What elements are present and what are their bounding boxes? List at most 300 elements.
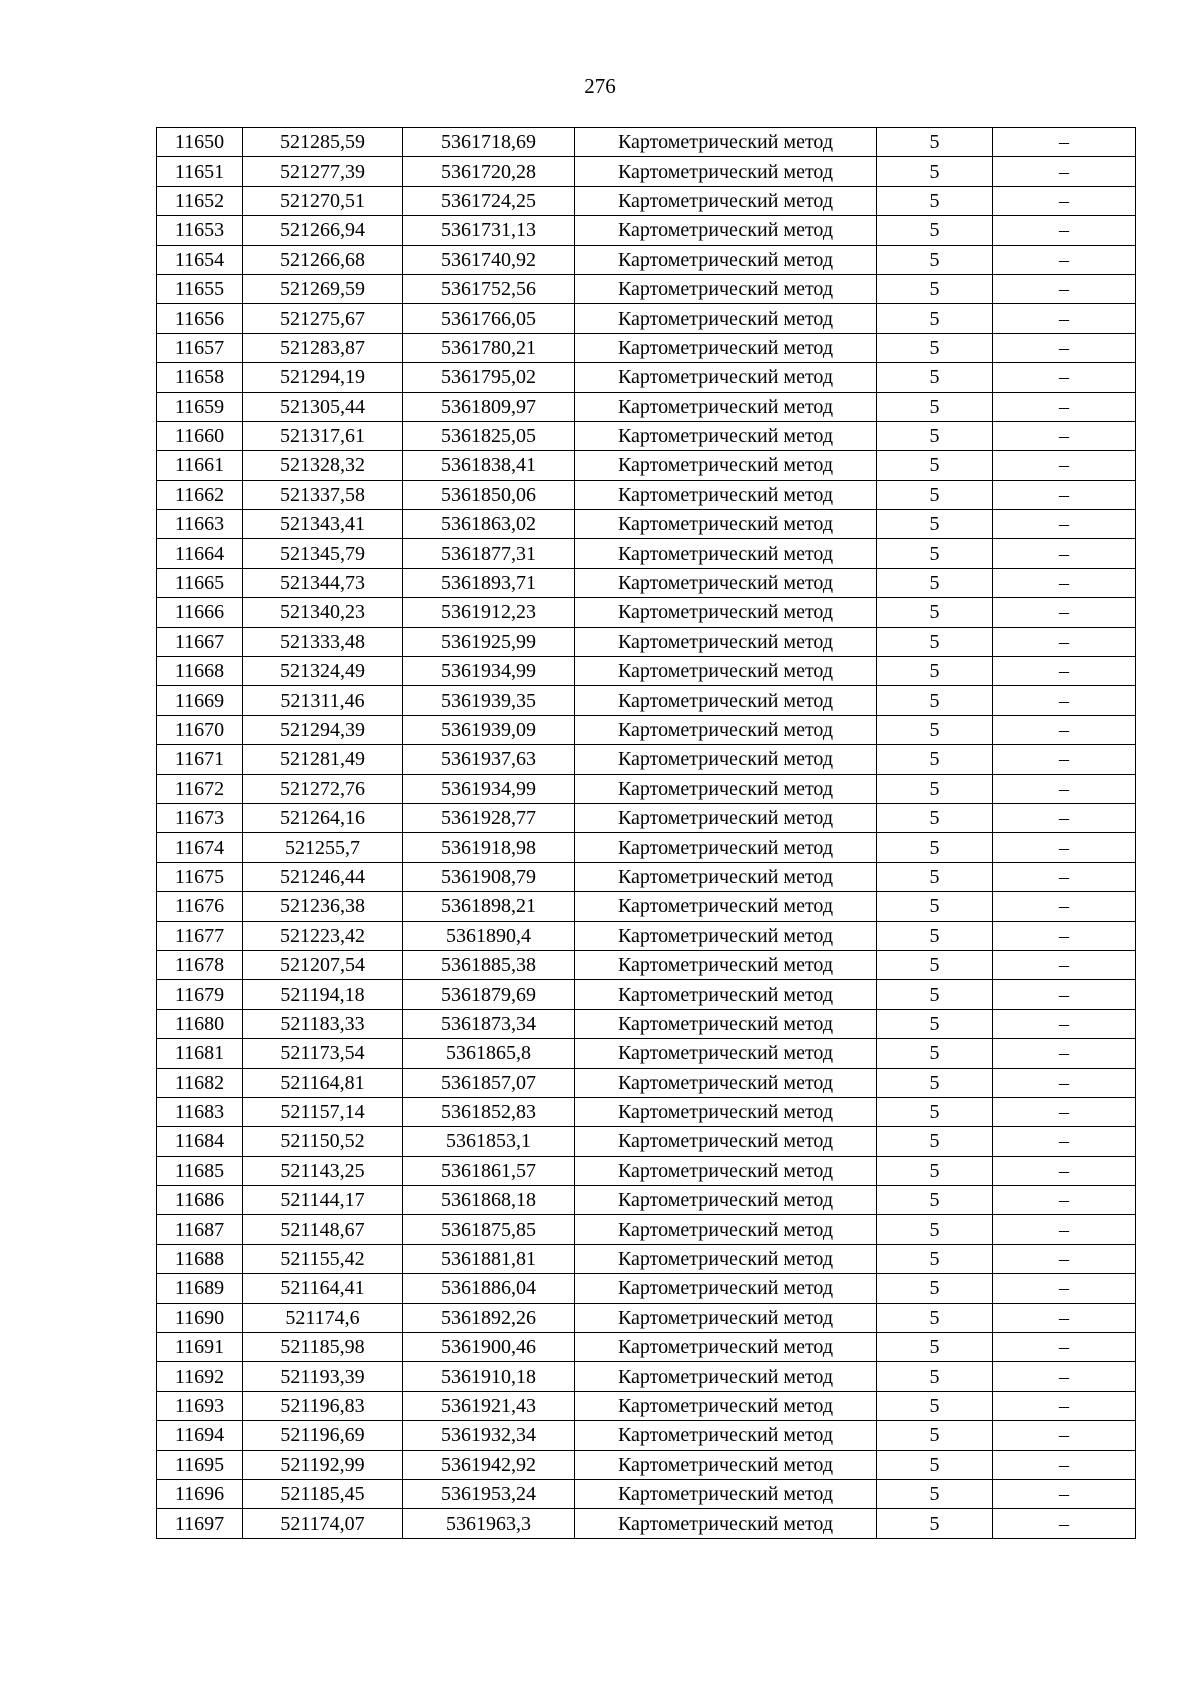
y-coordinate-cell: 5361934,99 xyxy=(403,657,575,686)
point-number-cell: 11694 xyxy=(157,1421,243,1450)
x-coordinate-cell: 521185,45 xyxy=(243,1479,403,1508)
method-cell: Картометрический метод xyxy=(575,1421,877,1450)
note-cell: – xyxy=(993,1274,1136,1303)
note-cell: – xyxy=(993,627,1136,656)
note-cell: – xyxy=(993,1127,1136,1156)
x-coordinate-cell: 521277,39 xyxy=(243,157,403,186)
table-row xyxy=(157,980,1136,1009)
table-row xyxy=(157,833,1136,862)
point-number-cell: 11682 xyxy=(157,1068,243,1097)
y-coordinate-cell: 5361724,25 xyxy=(403,186,575,215)
y-coordinate-cell: 5361873,34 xyxy=(403,1009,575,1038)
note-cell: – xyxy=(993,392,1136,421)
method-cell: Картометрический метод xyxy=(575,1215,877,1244)
x-coordinate-cell: 521294,19 xyxy=(243,363,403,392)
note-cell: – xyxy=(993,774,1136,803)
accuracy-cell: 5 xyxy=(877,862,993,891)
method-cell: Картометрический метод xyxy=(575,216,877,245)
note-cell: – xyxy=(993,186,1136,215)
x-coordinate-cell: 521223,42 xyxy=(243,921,403,950)
note-cell: – xyxy=(993,1450,1136,1479)
point-number-cell: 11686 xyxy=(157,1186,243,1215)
accuracy-cell: 5 xyxy=(877,245,993,274)
method-cell: Картометрический метод xyxy=(575,950,877,979)
method-cell: Картометрический метод xyxy=(575,1097,877,1126)
accuracy-cell: 5 xyxy=(877,128,993,157)
table-row xyxy=(157,1127,1136,1156)
note-cell: – xyxy=(993,1333,1136,1362)
note-cell: – xyxy=(993,892,1136,921)
y-coordinate-cell: 5361942,92 xyxy=(403,1450,575,1479)
point-number-cell: 11676 xyxy=(157,892,243,921)
table-row xyxy=(157,1156,1136,1185)
point-number-cell: 11690 xyxy=(157,1303,243,1332)
table-row xyxy=(157,657,1136,686)
x-coordinate-cell: 521340,23 xyxy=(243,598,403,627)
accuracy-cell: 5 xyxy=(877,1274,993,1303)
x-coordinate-cell: 521294,39 xyxy=(243,715,403,744)
method-cell: Картометрический метод xyxy=(575,363,877,392)
x-coordinate-cell: 521150,52 xyxy=(243,1127,403,1156)
y-coordinate-cell: 5361953,24 xyxy=(403,1479,575,1508)
accuracy-cell: 5 xyxy=(877,627,993,656)
accuracy-cell: 5 xyxy=(877,186,993,215)
method-cell: Картометрический метод xyxy=(575,921,877,950)
accuracy-cell: 5 xyxy=(877,1039,993,1068)
accuracy-cell: 5 xyxy=(877,1186,993,1215)
note-cell: – xyxy=(993,1479,1136,1508)
x-coordinate-cell: 521324,49 xyxy=(243,657,403,686)
method-cell: Картометрический метод xyxy=(575,480,877,509)
y-coordinate-cell: 5361886,04 xyxy=(403,1274,575,1303)
note-cell: – xyxy=(993,1009,1136,1038)
point-number-cell: 11663 xyxy=(157,510,243,539)
method-cell: Картометрический метод xyxy=(575,1274,877,1303)
x-coordinate-cell: 521155,42 xyxy=(243,1244,403,1273)
accuracy-cell: 5 xyxy=(877,539,993,568)
y-coordinate-cell: 5361718,69 xyxy=(403,128,575,157)
y-coordinate-cell: 5361861,57 xyxy=(403,1156,575,1185)
x-coordinate-cell: 521196,83 xyxy=(243,1391,403,1420)
note-cell: – xyxy=(993,568,1136,597)
method-cell: Картометрический метод xyxy=(575,715,877,744)
accuracy-cell: 5 xyxy=(877,950,993,979)
point-number-cell: 11689 xyxy=(157,1274,243,1303)
note-cell: – xyxy=(993,539,1136,568)
accuracy-cell: 5 xyxy=(877,333,993,362)
x-coordinate-cell: 521281,49 xyxy=(243,745,403,774)
point-number-cell: 11681 xyxy=(157,1039,243,1068)
table-row xyxy=(157,245,1136,274)
method-cell: Картометрический метод xyxy=(575,1391,877,1420)
x-coordinate-cell: 521183,33 xyxy=(243,1009,403,1038)
note-cell: – xyxy=(993,510,1136,539)
method-cell: Картометрический метод xyxy=(575,774,877,803)
table-row xyxy=(157,1421,1136,1450)
accuracy-cell: 5 xyxy=(877,480,993,509)
table-row xyxy=(157,1186,1136,1215)
accuracy-cell: 5 xyxy=(877,421,993,450)
table-row xyxy=(157,921,1136,950)
method-cell: Картометрический метод xyxy=(575,333,877,362)
y-coordinate-cell: 5361825,05 xyxy=(403,421,575,450)
table-row xyxy=(157,1479,1136,1508)
table-row xyxy=(157,745,1136,774)
method-cell: Картометрический метод xyxy=(575,1362,877,1391)
method-cell: Картометрический метод xyxy=(575,657,877,686)
table-row xyxy=(157,774,1136,803)
accuracy-cell: 5 xyxy=(877,1009,993,1038)
point-number-cell: 11680 xyxy=(157,1009,243,1038)
y-coordinate-cell: 5361910,18 xyxy=(403,1362,575,1391)
note-cell: – xyxy=(993,598,1136,627)
point-number-cell: 11697 xyxy=(157,1509,243,1538)
point-number-cell: 11678 xyxy=(157,950,243,979)
point-number-cell: 11691 xyxy=(157,1333,243,1362)
x-coordinate-cell: 521266,94 xyxy=(243,216,403,245)
point-number-cell: 11671 xyxy=(157,745,243,774)
page-number: 276 xyxy=(584,74,616,98)
point-number-cell: 11677 xyxy=(157,921,243,950)
x-coordinate-cell: 521264,16 xyxy=(243,803,403,832)
y-coordinate-cell: 5361740,92 xyxy=(403,245,575,274)
accuracy-cell: 5 xyxy=(877,980,993,1009)
table-row xyxy=(157,1039,1136,1068)
x-coordinate-cell: 521164,81 xyxy=(243,1068,403,1097)
accuracy-cell: 5 xyxy=(877,715,993,744)
accuracy-cell: 5 xyxy=(877,568,993,597)
method-cell: Картометрический метод xyxy=(575,686,877,715)
x-coordinate-cell: 521174,07 xyxy=(243,1509,403,1538)
note-cell: – xyxy=(993,686,1136,715)
table-row xyxy=(157,1244,1136,1273)
y-coordinate-cell: 5361932,34 xyxy=(403,1421,575,1450)
method-cell: Картометрический метод xyxy=(575,1450,877,1479)
accuracy-cell: 5 xyxy=(877,892,993,921)
note-cell: – xyxy=(993,157,1136,186)
point-number-cell: 11673 xyxy=(157,803,243,832)
y-coordinate-cell: 5361939,35 xyxy=(403,686,575,715)
accuracy-cell: 5 xyxy=(877,1450,993,1479)
method-cell: Картометрический метод xyxy=(575,833,877,862)
point-number-cell: 11692 xyxy=(157,1362,243,1391)
y-coordinate-cell: 5361853,1 xyxy=(403,1127,575,1156)
method-cell: Картометрический метод xyxy=(575,304,877,333)
note-cell: – xyxy=(993,1391,1136,1420)
method-cell: Картометрический метод xyxy=(575,980,877,1009)
note-cell: – xyxy=(993,363,1136,392)
x-coordinate-cell: 521317,61 xyxy=(243,421,403,450)
coordinates-table-body xyxy=(157,128,1136,1539)
x-coordinate-cell: 521255,7 xyxy=(243,833,403,862)
table-row xyxy=(157,157,1136,186)
note-cell: – xyxy=(993,1186,1136,1215)
table-row xyxy=(157,1303,1136,1332)
x-coordinate-cell: 521344,73 xyxy=(243,568,403,597)
point-number-cell: 11651 xyxy=(157,157,243,186)
x-coordinate-cell: 521345,79 xyxy=(243,539,403,568)
table-row xyxy=(157,421,1136,450)
point-number-cell: 11693 xyxy=(157,1391,243,1420)
x-coordinate-cell: 521196,69 xyxy=(243,1421,403,1450)
x-coordinate-cell: 521157,14 xyxy=(243,1097,403,1126)
table-row xyxy=(157,1362,1136,1391)
method-cell: Картометрический метод xyxy=(575,745,877,774)
table-row xyxy=(157,1215,1136,1244)
point-number-cell: 11670 xyxy=(157,715,243,744)
note-cell: – xyxy=(993,1097,1136,1126)
table-row xyxy=(157,715,1136,744)
accuracy-cell: 5 xyxy=(877,1097,993,1126)
accuracy-cell: 5 xyxy=(877,1156,993,1185)
method-cell: Картометрический метод xyxy=(575,157,877,186)
x-coordinate-cell: 521148,67 xyxy=(243,1215,403,1244)
note-cell: – xyxy=(993,1509,1136,1538)
method-cell: Картометрический метод xyxy=(575,128,877,157)
y-coordinate-cell: 5361852,83 xyxy=(403,1097,575,1126)
note-cell: – xyxy=(993,1303,1136,1332)
x-coordinate-cell: 521305,44 xyxy=(243,392,403,421)
table-row xyxy=(157,186,1136,215)
table-row xyxy=(157,1274,1136,1303)
note-cell: – xyxy=(993,216,1136,245)
y-coordinate-cell: 5361892,26 xyxy=(403,1303,575,1332)
note-cell: – xyxy=(993,1215,1136,1244)
x-coordinate-cell: 521185,98 xyxy=(243,1333,403,1362)
y-coordinate-cell: 5361720,28 xyxy=(403,157,575,186)
point-number-cell: 11687 xyxy=(157,1215,243,1244)
point-number-cell: 11660 xyxy=(157,421,243,450)
point-number-cell: 11688 xyxy=(157,1244,243,1273)
y-coordinate-cell: 5361939,09 xyxy=(403,715,575,744)
note-cell: – xyxy=(993,833,1136,862)
y-coordinate-cell: 5361885,38 xyxy=(403,950,575,979)
point-number-cell: 11684 xyxy=(157,1127,243,1156)
note-cell: – xyxy=(993,333,1136,362)
y-coordinate-cell: 5361881,81 xyxy=(403,1244,575,1273)
table-row xyxy=(157,627,1136,656)
table-row xyxy=(157,480,1136,509)
note-cell: – xyxy=(993,1039,1136,1068)
table-row xyxy=(157,892,1136,921)
method-cell: Картометрический метод xyxy=(575,1479,877,1508)
x-coordinate-cell: 521236,38 xyxy=(243,892,403,921)
table-row xyxy=(157,539,1136,568)
method-cell: Картометрический метод xyxy=(575,539,877,568)
y-coordinate-cell: 5361877,31 xyxy=(403,539,575,568)
y-coordinate-cell: 5361795,02 xyxy=(403,363,575,392)
accuracy-cell: 5 xyxy=(877,921,993,950)
point-number-cell: 11669 xyxy=(157,686,243,715)
y-coordinate-cell: 5361752,56 xyxy=(403,274,575,303)
accuracy-cell: 5 xyxy=(877,363,993,392)
y-coordinate-cell: 5361865,8 xyxy=(403,1039,575,1068)
method-cell: Картометрический метод xyxy=(575,245,877,274)
table-row xyxy=(157,363,1136,392)
point-number-cell: 11695 xyxy=(157,1450,243,1479)
y-coordinate-cell: 5361928,77 xyxy=(403,803,575,832)
method-cell: Картометрический метод xyxy=(575,1156,877,1185)
note-cell: – xyxy=(993,1068,1136,1097)
note-cell: – xyxy=(993,715,1136,744)
y-coordinate-cell: 5361912,23 xyxy=(403,598,575,627)
accuracy-cell: 5 xyxy=(877,1479,993,1508)
method-cell: Картометрический метод xyxy=(575,1068,877,1097)
note-cell: – xyxy=(993,1362,1136,1391)
accuracy-cell: 5 xyxy=(877,774,993,803)
y-coordinate-cell: 5361863,02 xyxy=(403,510,575,539)
point-number-cell: 11674 xyxy=(157,833,243,862)
note-cell: – xyxy=(993,421,1136,450)
x-coordinate-cell: 521275,67 xyxy=(243,304,403,333)
point-number-cell: 11657 xyxy=(157,333,243,362)
x-coordinate-cell: 521266,68 xyxy=(243,245,403,274)
point-number-cell: 11666 xyxy=(157,598,243,627)
y-coordinate-cell: 5361850,06 xyxy=(403,480,575,509)
note-cell: – xyxy=(993,1156,1136,1185)
method-cell: Картометрический метод xyxy=(575,510,877,539)
x-coordinate-cell: 521343,41 xyxy=(243,510,403,539)
x-coordinate-cell: 521269,59 xyxy=(243,274,403,303)
accuracy-cell: 5 xyxy=(877,510,993,539)
method-cell: Картометрический метод xyxy=(575,421,877,450)
note-cell: – xyxy=(993,657,1136,686)
x-coordinate-cell: 521174,6 xyxy=(243,1303,403,1332)
point-number-cell: 11650 xyxy=(157,128,243,157)
coordinates-table xyxy=(156,127,1136,1539)
method-cell: Картометрический метод xyxy=(575,451,877,480)
method-cell: Картометрический метод xyxy=(575,392,877,421)
accuracy-cell: 5 xyxy=(877,833,993,862)
y-coordinate-cell: 5361925,99 xyxy=(403,627,575,656)
note-cell: – xyxy=(993,745,1136,774)
note-cell: – xyxy=(993,304,1136,333)
y-coordinate-cell: 5361868,18 xyxy=(403,1186,575,1215)
point-number-cell: 11653 xyxy=(157,216,243,245)
x-coordinate-cell: 521328,32 xyxy=(243,451,403,480)
x-coordinate-cell: 521193,39 xyxy=(243,1362,403,1391)
accuracy-cell: 5 xyxy=(877,803,993,832)
point-number-cell: 11654 xyxy=(157,245,243,274)
y-coordinate-cell: 5361934,99 xyxy=(403,774,575,803)
table-row xyxy=(157,392,1136,421)
accuracy-cell: 5 xyxy=(877,1127,993,1156)
point-number-cell: 11664 xyxy=(157,539,243,568)
y-coordinate-cell: 5361918,98 xyxy=(403,833,575,862)
note-cell: – xyxy=(993,980,1136,1009)
table-row xyxy=(157,1450,1136,1479)
method-cell: Картометрический метод xyxy=(575,274,877,303)
x-coordinate-cell: 521144,17 xyxy=(243,1186,403,1215)
table-row xyxy=(157,333,1136,362)
method-cell: Картометрический метод xyxy=(575,186,877,215)
accuracy-cell: 5 xyxy=(877,686,993,715)
accuracy-cell: 5 xyxy=(877,1509,993,1538)
y-coordinate-cell: 5361879,69 xyxy=(403,980,575,1009)
table-row xyxy=(157,216,1136,245)
accuracy-cell: 5 xyxy=(877,157,993,186)
y-coordinate-cell: 5361857,07 xyxy=(403,1068,575,1097)
point-number-cell: 11659 xyxy=(157,392,243,421)
point-number-cell: 11685 xyxy=(157,1156,243,1185)
table-row xyxy=(157,451,1136,480)
method-cell: Картометрический метод xyxy=(575,1127,877,1156)
x-coordinate-cell: 521337,58 xyxy=(243,480,403,509)
table-row xyxy=(157,1333,1136,1362)
note-cell: – xyxy=(993,862,1136,891)
method-cell: Картометрический метод xyxy=(575,1039,877,1068)
y-coordinate-cell: 5361890,4 xyxy=(403,921,575,950)
method-cell: Картометрический метод xyxy=(575,1333,877,1362)
y-coordinate-cell: 5361900,46 xyxy=(403,1333,575,1362)
method-cell: Картометрический метод xyxy=(575,1509,877,1538)
note-cell: – xyxy=(993,1421,1136,1450)
table-row xyxy=(157,128,1136,157)
y-coordinate-cell: 5361809,97 xyxy=(403,392,575,421)
table-row xyxy=(157,950,1136,979)
x-coordinate-cell: 521270,51 xyxy=(243,186,403,215)
x-coordinate-cell: 521143,25 xyxy=(243,1156,403,1185)
y-coordinate-cell: 5361875,85 xyxy=(403,1215,575,1244)
note-cell: – xyxy=(993,803,1136,832)
point-number-cell: 11655 xyxy=(157,274,243,303)
x-coordinate-cell: 521333,48 xyxy=(243,627,403,656)
accuracy-cell: 5 xyxy=(877,274,993,303)
method-cell: Картометрический метод xyxy=(575,627,877,656)
point-number-cell: 11668 xyxy=(157,657,243,686)
note-cell: – xyxy=(993,480,1136,509)
accuracy-cell: 5 xyxy=(877,304,993,333)
point-number-cell: 11658 xyxy=(157,363,243,392)
x-coordinate-cell: 521192,99 xyxy=(243,1450,403,1479)
method-cell: Картометрический метод xyxy=(575,803,877,832)
x-coordinate-cell: 521207,54 xyxy=(243,950,403,979)
note-cell: – xyxy=(993,128,1136,157)
table-row xyxy=(157,274,1136,303)
note-cell: – xyxy=(993,1244,1136,1273)
accuracy-cell: 5 xyxy=(877,1421,993,1450)
accuracy-cell: 5 xyxy=(877,392,993,421)
table-row xyxy=(157,1097,1136,1126)
accuracy-cell: 5 xyxy=(877,1068,993,1097)
y-coordinate-cell: 5361898,21 xyxy=(403,892,575,921)
y-coordinate-cell: 5361937,63 xyxy=(403,745,575,774)
y-coordinate-cell: 5361893,71 xyxy=(403,568,575,597)
y-coordinate-cell: 5361838,41 xyxy=(403,451,575,480)
method-cell: Картометрический метод xyxy=(575,568,877,597)
point-number-cell: 11662 xyxy=(157,480,243,509)
x-coordinate-cell: 521311,46 xyxy=(243,686,403,715)
accuracy-cell: 5 xyxy=(877,451,993,480)
table-row xyxy=(157,1509,1136,1538)
table-row xyxy=(157,304,1136,333)
method-cell: Картометрический метод xyxy=(575,1303,877,1332)
method-cell: Картометрический метод xyxy=(575,598,877,627)
accuracy-cell: 5 xyxy=(877,598,993,627)
table-row xyxy=(157,510,1136,539)
x-coordinate-cell: 521194,18 xyxy=(243,980,403,1009)
method-cell: Картометрический метод xyxy=(575,1244,877,1273)
accuracy-cell: 5 xyxy=(877,1244,993,1273)
note-cell: – xyxy=(993,921,1136,950)
note-cell: – xyxy=(993,950,1136,979)
table-row xyxy=(157,686,1136,715)
y-coordinate-cell: 5361921,43 xyxy=(403,1391,575,1420)
point-number-cell: 11672 xyxy=(157,774,243,803)
y-coordinate-cell: 5361963,3 xyxy=(403,1509,575,1538)
table-row xyxy=(157,598,1136,627)
table-row xyxy=(157,1068,1136,1097)
